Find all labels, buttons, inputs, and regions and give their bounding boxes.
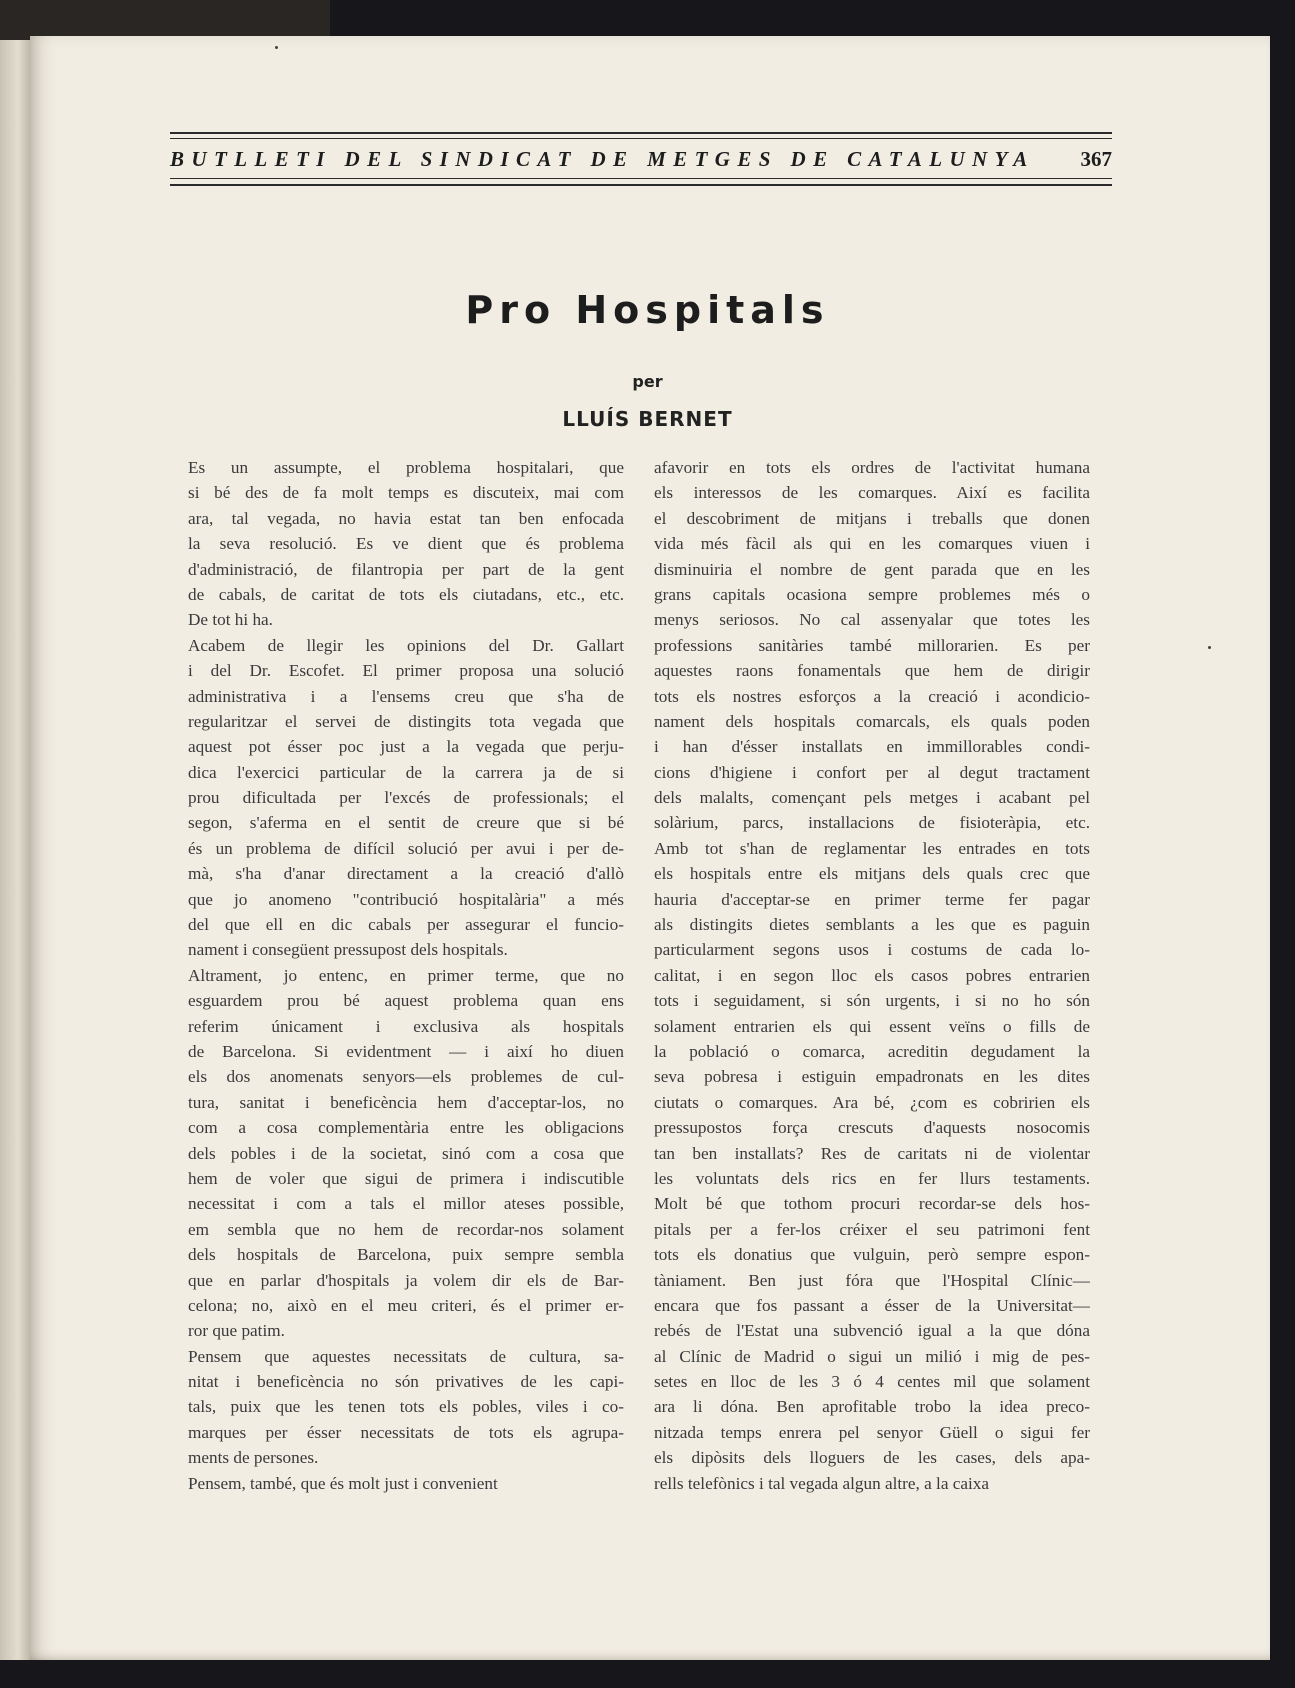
text-line: segon, s'aferma en el sentit de creure que si bé [188, 813, 624, 833]
text-line: tura, sanitat i beneficència hem d'acceptar-los, no [188, 1092, 624, 1112]
text-line: afavorir en tots els ordres de l'activitat humana [654, 458, 1090, 477]
text-line: encara que fos passant a ésser de la Universitat— [654, 1295, 1090, 1315]
text-line: com a cosa complementària entre les obligacions [188, 1118, 624, 1138]
text-line: esguardem prou bé aquest problema quan ens [188, 991, 624, 1011]
text-line: tan ben installats? Res de caritats ni de violentar [654, 1143, 1090, 1163]
journal-title: BUTLLETI DEL SINDICAT DE METGES DE CATALUNYA [170, 147, 1035, 171]
text-line: que jo anomeno "contribució hospitalària" a més [188, 889, 624, 909]
byline-prefix: per [632, 372, 663, 391]
text-line: dels pobles i de la societat, sinó com a cosa que [188, 1143, 624, 1163]
text-line: i del Dr. Escofet. El primer proposa una solució [188, 661, 624, 681]
text-line: i han d'ésser installats en immillorables condi- [654, 737, 1090, 757]
page-binding-edge [0, 40, 30, 1660]
text-line: Acabem de llegir les opinions del Dr. Gallart [188, 635, 624, 655]
text-line: Pensem que aquestes necessitats de cultura, sa- [188, 1346, 624, 1366]
text-line: De tot hi ha. [188, 610, 273, 630]
text-line: del que ell en dic cabals per assegurar el funcio- [188, 915, 624, 935]
text-line: ments de persones. [188, 1448, 319, 1468]
text-line: nament dels hospitals comarcals, els quals poden [654, 711, 1090, 731]
text-line: el descobriment de mitjans i treballs que donen [654, 508, 1090, 528]
text-line: nitzada temps enrera pel senyor Güell o sigui fer [654, 1422, 1090, 1442]
text-line: prou dificultada per l'excés de professionals; el [188, 788, 624, 808]
text-line: de cabals, de caritat de tots els ciutadans, etc., etc. [188, 584, 624, 604]
text-line: em sembla que no hem de recordar-nos solament [188, 1219, 624, 1239]
header-rule-top [170, 132, 1112, 134]
text-line: ara, tal vegada, no havia estat tan ben enfocada [188, 508, 624, 528]
text-line: els dos anomenats senyors—els problemes de cul- [188, 1067, 624, 1087]
text-line: necessitat i com a tals el millor ateses possible, [188, 1194, 624, 1214]
text-line: de Barcelona. Si evidentment — i així ho diuen [188, 1041, 624, 1061]
left-column [188, 455, 624, 1496]
running-header [170, 132, 1112, 192]
header-rule-bottom [170, 184, 1112, 186]
text-line: cions d'higiene i confort per al degut tractament [654, 762, 1090, 782]
text-line: dels hospitals de Barcelona, puix sempre sembla [188, 1245, 624, 1265]
text-line: particularment segons usos i costums de cada lo- [654, 940, 1090, 960]
text-line: Altrament, jo entenc, en primer terme, que no [188, 965, 624, 985]
text-line: d'administració, de filantropia per part de la gent [188, 559, 624, 579]
text-line: disminuiria el nombre de gent parada que en les [654, 559, 1090, 579]
page-number: 367 [1080, 147, 1112, 171]
text-line: tals, puix que les tenen tots els pobles, viles i co- [188, 1397, 624, 1417]
text-line: és un problema de difícil solució per avui i per de- [188, 838, 624, 858]
text-line: dels malalts, començant pels metges i acabant pel [654, 788, 1090, 808]
text-line: pressupostos força crescuts d'aquests nosocomis [654, 1118, 1090, 1138]
text-line: les voluntats dels rics en fer llurs testaments. [654, 1168, 1090, 1188]
text-line: mà, s'ha d'anar directament a la creació d'allò [188, 864, 624, 884]
text-line: hem de voler que sigui de primera i indiscutible [188, 1168, 624, 1188]
text-line: aquestes raons fonamentals que hem de dirigir [654, 661, 1090, 681]
text-line: la població o comarca, acreditin degudament la [654, 1041, 1090, 1061]
text-line: que en parlar d'hospitals ja volem dir els de Bar- [188, 1270, 624, 1290]
text-line: si bé des de fa molt temps es discuteix, mai com [188, 483, 624, 503]
text-line: ror que patim. [188, 1321, 285, 1341]
text-line: setes en lloc de les 3 ó 4 centes mil que solament [654, 1372, 1090, 1392]
text-line: als distingits dietes semblants a les que es paguin [654, 915, 1090, 935]
text-line: rebés de l'Estat una subvenció igual a la que dóna [654, 1321, 1090, 1341]
header-rule-top-thin [170, 138, 1112, 139]
text-line: rells telefònics i tal vegada algun altre, a la caixa [654, 1473, 989, 1493]
article-title: Pro Hospitals [465, 288, 830, 332]
text-line: regularitzar el servei de distingits tota vegada que [188, 711, 624, 731]
text-line: tots els donatius que vulguin, però sempre espon- [654, 1245, 1090, 1265]
text-line: seva pobresa i estiguin empadronats en les dites [654, 1067, 1090, 1087]
text-line: menys seriosos. No cal assenyalar que totes les [654, 610, 1090, 630]
text-line: els interessos de les comarques. Així es facilita [654, 483, 1090, 503]
text-line: Es un assumpte, el problema hospitalari, que [188, 458, 624, 477]
text-line: marques per ésser necessitats de tots els agrupa- [188, 1422, 624, 1442]
text-line: grans capitals ocasiona sempre problemes més o [654, 584, 1090, 604]
text-line: Pensem, també, que és molt just i convenient [188, 1473, 498, 1493]
text-line: tots i seguidament, si són urgents, i si no ho són [654, 991, 1090, 1011]
text-line: vida més fàcil als qui en les comarques viuen i [654, 534, 1090, 554]
text-line: calitat, i en segon lloc els casos pobres entrarien [654, 965, 1090, 985]
text-line: ciutats o comarques. Ara bé, ¿com es cobririen els [654, 1092, 1090, 1112]
text-line: ara li dóna. Ben aprofitable trobo la idea preco- [654, 1397, 1090, 1417]
text-line: referim únicament i exclusiva als hospitals [188, 1016, 624, 1036]
text-line: els hospitals entre els mitjans dels quals crec que [654, 864, 1090, 884]
text-line: aquest pot ésser poc just a la vegada que perju- [188, 737, 624, 757]
text-line: els dipòsits dels lloguers de les cases, dels apa- [654, 1448, 1090, 1468]
text-line: al Clínic de Madrid o sigui un milió i mig de pes- [654, 1346, 1090, 1366]
text-line: nitat i beneficència no són privatives de les capi- [188, 1372, 624, 1392]
text-line: dica l'exercici particular de la carrera ja de si [188, 762, 624, 782]
text-line: tàniament. Ben just fóra que l'Hospital Clínic— [654, 1270, 1090, 1290]
right-column [654, 455, 1090, 1496]
text-line: hauria d'acceptar-se en primer terme fer pagar [654, 889, 1090, 909]
article-author: LLUÍS BERNET [562, 407, 733, 431]
text-line: Amb tot s'han de reglamentar les entrades en tots [654, 838, 1090, 858]
text-line: tots els nostres esforços a la creació i acondicio- [654, 686, 1090, 706]
text-line: celona; no, això en el meu criteri, és el primer er- [188, 1295, 624, 1315]
scan-border [0, 0, 330, 40]
text-line: nament i consegüent pressupost dels hospitals. [188, 940, 508, 960]
scan-speck [1208, 646, 1211, 649]
scan-speck [275, 46, 278, 49]
text-line: la seva resolució. Es ve dient que és problema [188, 534, 624, 554]
text-line: professions sanitàries també millorarien. Es per [654, 635, 1090, 655]
text-line: administrativa i a l'ensems creu que s'ha de [188, 686, 624, 706]
text-line: pitals per a fer-los créixer el seu patrimoni fent [654, 1219, 1090, 1239]
text-line: Molt bé que tothom procuri recordar-se dels hos- [654, 1194, 1090, 1214]
text-line: solament entrarien els qui essent veïns o fills de [654, 1016, 1090, 1036]
text-line: solàrium, parcs, installacions de fisioteràpia, etc. [654, 813, 1090, 833]
header-rule-bottom-thin [170, 178, 1112, 179]
